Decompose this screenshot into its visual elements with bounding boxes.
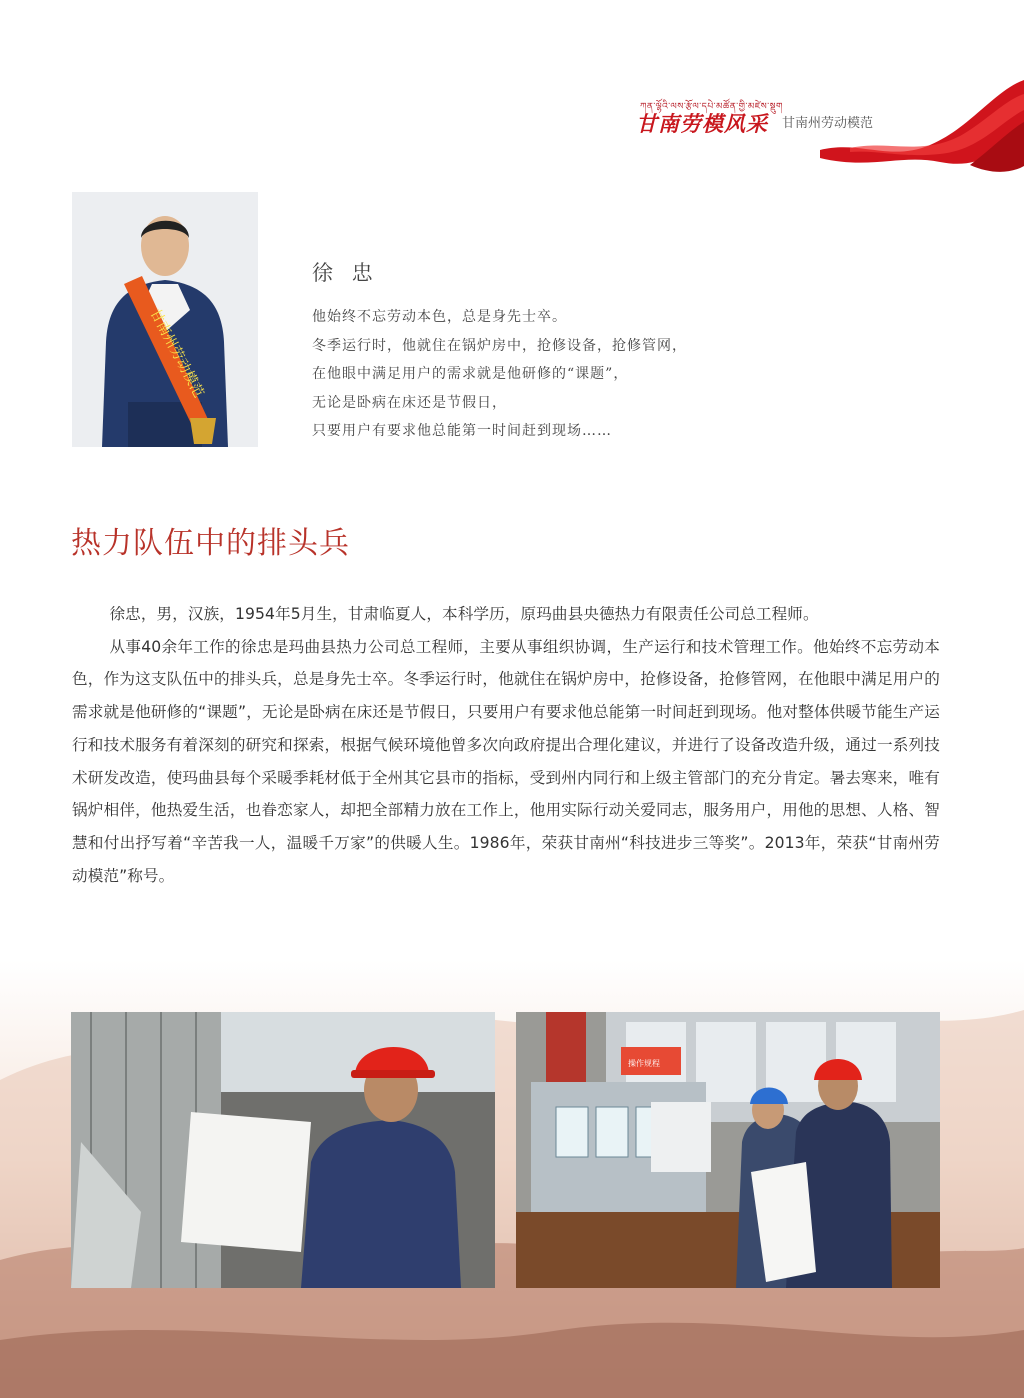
quote-line: 冬季运行时，他就住在锅炉房中，抢修设备，抢修管网， [312,337,687,354]
article-paragraph: 徐忠，男，汉族，1954年5月生，甘肃临夏人，本科学历，原玛曲县央德热力有限责任公司总工程师。 [109,605,819,623]
brand-subtitle: 甘南州劳动模范 [782,116,874,131]
person-name: 徐 忠 [312,261,379,285]
work-photo-blueprint [71,1012,495,1288]
portrait-photo [72,192,258,447]
article-title: 热力队伍中的排头兵 [71,526,350,561]
work-photo-control-panel [516,1012,940,1288]
brand-title: 甘南劳模风采 [636,112,768,136]
quote-line: 他始终不忘劳动本色，总是身先士卒。 [312,309,567,325]
red-ribbon-decoration [820,70,1024,190]
quote-line: 无论是卧病在床还是节假日， [312,394,507,411]
photo-illustration [71,1012,495,1288]
article-body [72,598,940,892]
tibetan-title: ཀན་ལྷོའི་ལས་རྩོལ་དཔེ་མཚོན་གྱི་མཛེས་སྡུག [640,102,783,112]
photo-illustration [516,1012,940,1288]
quote-line: 在他眼中满足用户的需求就是他研修的“课题”， [312,366,629,382]
article-paragraph: 从事40余年工作的徐忠是玛曲县热力公司总工程师，主要从事组织协调，生产运行和技术管理工作。他始终不忘劳动本色，作为这支队伍中的排头兵，总是身先士卒。冬季运行时，他就住在锅炉房中，抢修设备，抢修管网，在他眼中满足用户的需求就是他研修的“课题”，无论是卧病在床还是节假日，只要用户有要求他总能第一时间赶到现场。他对整体供暖节能生产运行和技术服务有着深刻的研究和探索，根据气候环境他曾多次向政府提出合理化建议，并进行了设备改造升级，通过一系列技术研发改造，使玛曲县每个采暖季耗材低于全州其它县市的指标，受到州内同行和上级主管部门的充分肯定。暑去寒来，唯有锅炉相伴，他热爱生活，也眷恋家人，却把全部精力放在工作上，他用实际行动关爱同志，服务用户，用他的思想、人格、智慧和付出抒写着“辛苦我一人，温暖千万家”的供暖人生。1986年，荣获甘南州“科技进步三等奖”。2013年，荣获“甘南州劳动模范”称号。 [72,637,940,885]
portrait-illustration [72,192,258,447]
quote-line: 只要用户有要求他总能第一时间赶到现场…… [312,423,612,439]
sash-text: 甘南州劳动模范 [146,306,207,401]
page-header [0,0,1024,190]
profile-quote [312,303,792,446]
photo-sign-text: 操作规程 [628,1059,660,1068]
